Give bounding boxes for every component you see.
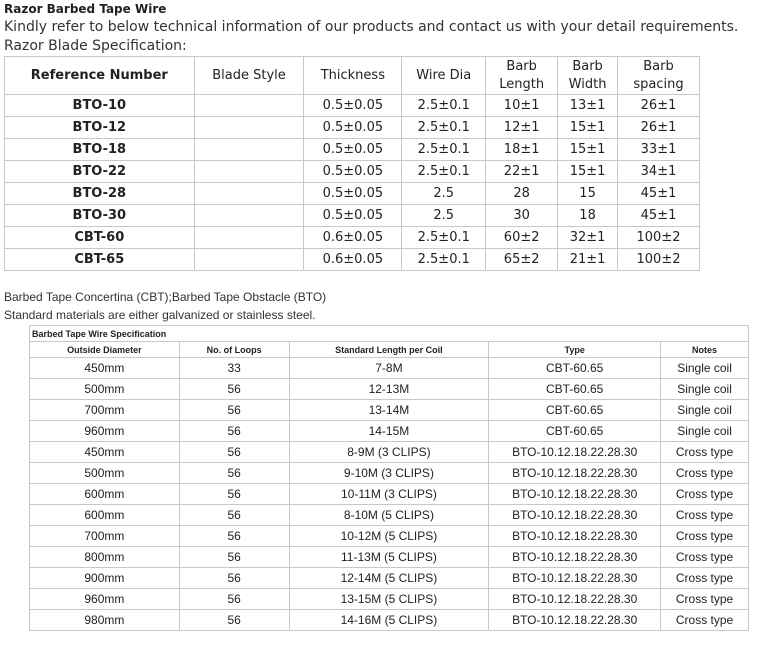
header-barb-spacing-line1: Barb [643, 58, 674, 74]
cell-thickness: 0.6±0.05 [304, 227, 402, 249]
cell-type: BTO-10.12.18.22.28.30 [489, 568, 661, 589]
razor-table-row [5, 249, 700, 271]
cell-thickness: 0.5±0.05 [304, 161, 402, 183]
cell-wire-dia: 2.5±0.1 [402, 117, 486, 139]
wire-table-row [30, 421, 749, 442]
cell-wire-dia: 2.5 [402, 183, 486, 205]
cell-notes: Single coil [661, 421, 749, 442]
cell-barb-length: 65±2 [486, 249, 558, 271]
header-barb-length [486, 57, 558, 95]
header-barb-spacing-line2: spacing [633, 76, 684, 92]
cell-diameter: 960mm [30, 421, 180, 442]
cell-diameter: 450mm [30, 442, 180, 463]
page-title: Razor Barbed Tape Wire [4, 2, 167, 16]
cell-length: 9-10M (3 CLIPS) [289, 463, 489, 484]
cell-notes: Cross type [661, 463, 749, 484]
razor-blade-spec-table [4, 56, 700, 271]
cell-barb-width: 32±1 [558, 227, 618, 249]
cell-notes: Cross type [661, 547, 749, 568]
cell-blade-style [194, 183, 304, 205]
cell-reference: BTO-30 [5, 205, 195, 227]
cell-length: 10-11M (3 CLIPS) [289, 484, 489, 505]
razor-table-row [5, 183, 700, 205]
cell-notes: Single coil [661, 379, 749, 400]
cell-notes: Single coil [661, 358, 749, 379]
cell-length: 11-13M (5 CLIPS) [289, 547, 489, 568]
cell-thickness: 0.5±0.05 [304, 117, 402, 139]
wire-table-caption-row [30, 326, 749, 342]
cell-barb-spacing: 100±2 [618, 227, 700, 249]
cell-length: 13-14M [289, 400, 489, 421]
cell-wire-dia: 2.5±0.1 [402, 95, 486, 117]
cell-barb-length: 60±2 [486, 227, 558, 249]
cell-type: CBT-60.65 [489, 421, 661, 442]
cell-diameter: 450mm [30, 358, 180, 379]
cell-diameter: 960mm [30, 589, 180, 610]
header-notes: Notes [661, 342, 749, 358]
cell-barb-spacing: 33±1 [618, 139, 700, 161]
cell-notes: Single coil [661, 400, 749, 421]
cell-thickness: 0.5±0.05 [304, 95, 402, 117]
razor-table-header-row [5, 57, 700, 95]
cell-loops: 56 [179, 568, 289, 589]
cell-blade-style [194, 161, 304, 183]
cell-type: CBT-60.65 [489, 400, 661, 421]
razor-table-row [5, 161, 700, 183]
cell-length: 12-13M [289, 379, 489, 400]
cell-loops: 56 [179, 505, 289, 526]
wire-table-caption: Barbed Tape Wire Specification [30, 326, 749, 342]
cell-wire-dia: 2.5±0.1 [402, 227, 486, 249]
cell-barb-spacing: 45±1 [618, 183, 700, 205]
intro-text: Kindly refer to below technical information of our products and contact us with your detail requirements. [4, 19, 739, 35]
razor-spec-label: Razor Blade Specification: [4, 38, 187, 54]
cell-barb-width: 13±1 [558, 95, 618, 117]
wire-table-row [30, 568, 749, 589]
cell-diameter: 980mm [30, 610, 180, 631]
header-barb-length-line2: Length [499, 76, 545, 92]
cell-loops: 33 [179, 358, 289, 379]
cell-loops: 56 [179, 379, 289, 400]
cell-diameter: 900mm [30, 568, 180, 589]
header-no-of-loops: No. of Loops [179, 342, 289, 358]
cell-blade-style [194, 117, 304, 139]
cell-wire-dia: 2.5±0.1 [402, 139, 486, 161]
cell-diameter: 700mm [30, 526, 180, 547]
cell-diameter: 500mm [30, 379, 180, 400]
cell-reference: CBT-65 [5, 249, 195, 271]
cell-type: BTO-10.12.18.22.28.30 [489, 442, 661, 463]
cell-notes: Cross type [661, 568, 749, 589]
wire-table-row [30, 442, 749, 463]
cell-notes: Cross type [661, 526, 749, 547]
cell-blade-style [194, 205, 304, 227]
cell-barb-length: 22±1 [486, 161, 558, 183]
cell-blade-style [194, 249, 304, 271]
cell-length: 8-10M (5 CLIPS) [289, 505, 489, 526]
cell-barb-width: 15 [558, 183, 618, 205]
cell-type: BTO-10.12.18.22.28.30 [489, 589, 661, 610]
cell-loops: 56 [179, 400, 289, 421]
cell-loops: 56 [179, 442, 289, 463]
cell-type: CBT-60.65 [489, 358, 661, 379]
cell-barb-width: 15±1 [558, 161, 618, 183]
razor-table-row [5, 227, 700, 249]
cell-barb-spacing: 100±2 [618, 249, 700, 271]
cell-barb-spacing: 26±1 [618, 117, 700, 139]
cell-reference: BTO-10 [5, 95, 195, 117]
cell-diameter: 600mm [30, 505, 180, 526]
header-wire-dia: Wire Dia [402, 57, 486, 95]
header-barb-spacing [618, 57, 700, 95]
wire-table-header-row [30, 342, 749, 358]
header-blade-style: Blade Style [194, 57, 304, 95]
header-barb-width [558, 57, 618, 95]
cell-length: 8-9M (3 CLIPS) [289, 442, 489, 463]
wire-table-row [30, 463, 749, 484]
cell-type: CBT-60.65 [489, 379, 661, 400]
cell-reference: BTO-28 [5, 183, 195, 205]
cell-diameter: 700mm [30, 400, 180, 421]
cell-length: 14-16M (5 CLIPS) [289, 610, 489, 631]
cell-blade-style [194, 95, 304, 117]
cell-barb-spacing: 34±1 [618, 161, 700, 183]
cell-type: BTO-10.12.18.22.28.30 [489, 505, 661, 526]
cell-reference: BTO-12 [5, 117, 195, 139]
cell-diameter: 800mm [30, 547, 180, 568]
wire-table-row [30, 547, 749, 568]
cell-length: 14-15M [289, 421, 489, 442]
cell-barb-length: 18±1 [486, 139, 558, 161]
wire-table-row [30, 484, 749, 505]
cell-length: 13-15M (5 CLIPS) [289, 589, 489, 610]
cell-notes: Cross type [661, 610, 749, 631]
cell-thickness: 0.6±0.05 [304, 249, 402, 271]
cell-loops: 56 [179, 421, 289, 442]
cell-type: BTO-10.12.18.22.28.30 [489, 484, 661, 505]
cell-length: 12-14M (5 CLIPS) [289, 568, 489, 589]
wire-table-row [30, 589, 749, 610]
cell-type: BTO-10.12.18.22.28.30 [489, 547, 661, 568]
header-barb-length-line1: Barb [506, 58, 537, 74]
wire-table-row [30, 358, 749, 379]
cell-barb-width: 21±1 [558, 249, 618, 271]
cell-barb-length: 28 [486, 183, 558, 205]
note-product-codes: Barbed Tape Concertina (CBT);Barbed Tape Obstacle (BTO) [4, 290, 327, 304]
cell-loops: 56 [179, 610, 289, 631]
razor-table-row [5, 205, 700, 227]
cell-blade-style [194, 139, 304, 161]
cell-wire-dia: 2.5±0.1 [402, 249, 486, 271]
cell-wire-dia: 2.5 [402, 205, 486, 227]
cell-diameter: 500mm [30, 463, 180, 484]
cell-barb-width: 15±1 [558, 117, 618, 139]
cell-thickness: 0.5±0.05 [304, 205, 402, 227]
header-barb-width-line2: Width [568, 76, 607, 92]
cell-diameter: 600mm [30, 484, 180, 505]
cell-type: BTO-10.12.18.22.28.30 [489, 610, 661, 631]
cell-thickness: 0.5±0.05 [304, 183, 402, 205]
header-barb-width-line1: Barb [572, 58, 603, 74]
wire-table-row [30, 400, 749, 421]
razor-table-row [5, 117, 700, 139]
cell-length: 10-12M (5 CLIPS) [289, 526, 489, 547]
cell-barb-length: 12±1 [486, 117, 558, 139]
cell-barb-length: 10±1 [486, 95, 558, 117]
wire-table-row [30, 610, 749, 631]
cell-loops: 56 [179, 484, 289, 505]
cell-barb-width: 18 [558, 205, 618, 227]
cell-reference: BTO-18 [5, 139, 195, 161]
cell-notes: Cross type [661, 505, 749, 526]
note-materials: Standard materials are either galvanized or stainless steel. [4, 308, 316, 322]
cell-barb-width: 15±1 [558, 139, 618, 161]
cell-wire-dia: 2.5±0.1 [402, 161, 486, 183]
wire-table-row [30, 505, 749, 526]
cell-notes: Cross type [661, 484, 749, 505]
razor-table-row [5, 139, 700, 161]
header-reference-number: Reference Number [5, 57, 195, 95]
barbed-tape-wire-spec-table [29, 325, 749, 631]
cell-reference: BTO-22 [5, 161, 195, 183]
cell-notes: Cross type [661, 589, 749, 610]
cell-length: 7-8M [289, 358, 489, 379]
razor-table-row [5, 95, 700, 117]
cell-notes: Cross type [661, 442, 749, 463]
cell-thickness: 0.5±0.05 [304, 139, 402, 161]
cell-barb-spacing: 45±1 [618, 205, 700, 227]
cell-type: BTO-10.12.18.22.28.30 [489, 526, 661, 547]
wire-table-row [30, 526, 749, 547]
cell-barb-length: 30 [486, 205, 558, 227]
cell-loops: 56 [179, 589, 289, 610]
header-thickness: Thickness [304, 57, 402, 95]
cell-loops: 56 [179, 526, 289, 547]
cell-barb-spacing: 26±1 [618, 95, 700, 117]
header-standard-length: Standard Length per Coil [289, 342, 489, 358]
cell-loops: 56 [179, 547, 289, 568]
wire-table-row [30, 379, 749, 400]
header-outside-diameter: Outside Diameter [30, 342, 180, 358]
cell-reference: CBT-60 [5, 227, 195, 249]
header-type: Type [489, 342, 661, 358]
cell-type: BTO-10.12.18.22.28.30 [489, 463, 661, 484]
cell-loops: 56 [179, 463, 289, 484]
cell-blade-style [194, 227, 304, 249]
